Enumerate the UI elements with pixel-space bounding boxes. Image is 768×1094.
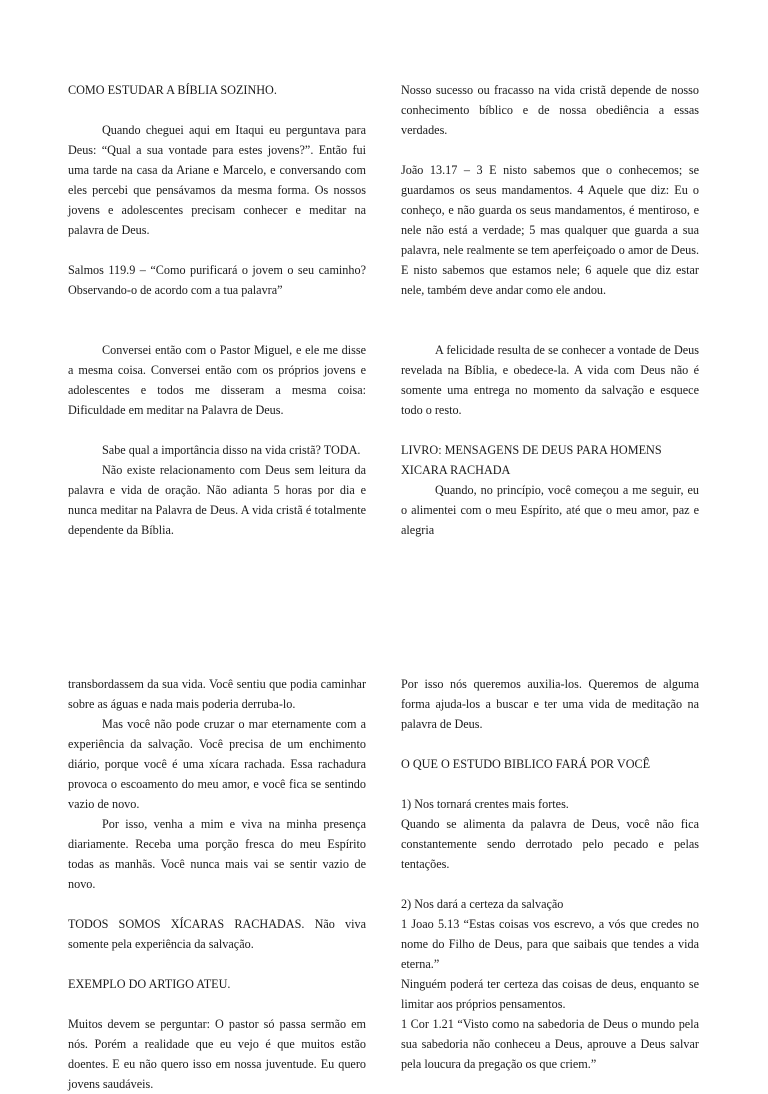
paragraph: Quando cheguei aqui em Itaqui eu perguntava para Deus: “Qual a sua vontade para estes jovens?”. Então fui uma tarde na casa da Ariane e Marcelo, e conversando com eles percebi que pensávamos da mesma forma. Os nossos jovens e adolescentes precisam conhecer e meditar na palavra de Deus. (68, 123, 366, 237)
paragraph: João 13.17 – 3 E nisto sabemos que o conhecemos; se guardamos os seus mandamentos. 4 Aquele que diz: Eu o conheço, e não guarda os seus mandamentos, é mentiroso, e nele não está a verdade; 5 mas qualquer que guarda a sua palavra, nele realmente se tem aperfeiçoado o amor de Deus. E nisto sabemos que estamos nele; 6 aquele que diz estar nele, também deve andar como ele andou. (401, 163, 699, 297)
paragraph: Salmos 119.9 – “Como purificará o jovem o seu caminho? Observando-o de acordo com a tua palavra” (68, 263, 366, 297)
paragraph: A felicidade resulta de se conhecer a vontade de Deus revelada na Bíblia, e obedece-la. A vida com Deus não é somente uma entrega no momento da salvação e esquece todo o resto. (401, 343, 699, 417)
paragraph: O QUE O ESTUDO BIBLICO FARÁ POR VOCÊ (401, 757, 651, 771)
paragraph: LIVRO: MENSAGENS DE DEUS PARA HOMENS (401, 443, 662, 457)
paragraph: EXEMPLO DO ARTIGO ATEU. (68, 977, 231, 991)
paragraph: Muitos devem se perguntar: O pastor só passa sermão em nós. Porém a realidade que eu vejo é que muitos estão doentes. E eu não quero isso em nossa juventude. Eu quero jovens saudáveis. (68, 1017, 366, 1091)
paragraph: 2) Nos dará a certeza da salvação (401, 897, 564, 911)
paragraph: Sabe qual a importância disso na vida cristã? TODA. (102, 443, 361, 457)
paragraph: XICARA RACHADA (401, 463, 511, 477)
paragraph: TODOS SOMOS XÍCARAS RACHADAS. Não viva somente pela experiência da salvação. (68, 917, 366, 951)
paragraph: Quando, no princípio, você começou a me seguir, eu o alimentei com o meu Espírito, até que o meu amor, paz e alegria (401, 483, 699, 537)
paragraph: Não existe relacionamento com Deus sem leitura da palavra e vida de oração. Não adianta 5 horas por dia e nunca meditar na Palavra de Deus. A vida cristã é totalmente dependente da Bíblia. (68, 463, 366, 537)
paragraph: Por isso nós queremos auxilia-los. Queremos de alguma forma ajuda-los a buscar e ter uma vida de meditação na palavra de Deus. (401, 677, 699, 731)
paragraph: 1) Nos tornará crentes mais fortes. (401, 797, 569, 811)
paragraph: Quando se alimenta da palavra de Deus, você não fica constantemente sendo derrotado pelo pecado e pelas tentações. (401, 817, 699, 871)
paragraph: 1 Joao 5.13 “Estas coisas vos escrevo, a vós que credes no nome do Filho de Deus, para que saibais que tendes a vida eterna.” (401, 917, 699, 971)
paragraph: COMO ESTUDAR A BÍBLIA SOZINHO. (68, 83, 277, 97)
paragraph: Ninguém poderá ter certeza das coisas de deus, enquanto se limitar aos próprios pensamentos. (401, 977, 699, 1011)
paragraph: Conversei então com o Pastor Miguel, e ele me disse a mesma coisa. Conversei então com os próprios jovens e adolescentes e todos me disseram a mesma coisa: Dificuldade em meditar na Palavra de Deus. (68, 343, 366, 417)
page1-left-column (68, 80, 366, 540)
page2-right-column (401, 674, 699, 1074)
paragraph: Nosso sucesso ou fracasso na vida cristã depende de nosso conhecimento bíblico e de nossa obediência a essas verdades. (401, 83, 699, 137)
paragraph: 1 Cor 1.21 “Visto como na sabedoria de Deus o mundo pela sua sabedoria não conheceu a Deus, aprouve a Deus salvar pela loucura da pregação os que criem.” (401, 1017, 699, 1071)
paragraph: Por isso, venha a mim e viva na minha presença diariamente. Receba uma porção fresca do meu Espírito todas as manhãs. Você nunca mais vai se sentir vazio de novo. (68, 817, 366, 891)
page2-left-column (68, 674, 366, 1094)
paragraph: Mas você não pode cruzar o mar eternamente com a experiência da salvação. Você precisa de um enchimento diário, porque você é uma xícara rachada. Essa rachadura provoca o escoamento do meu amor, e você fica se sentindo vazio de novo. (68, 717, 366, 811)
paragraph: transbordassem da sua vida. Você sentiu que podia caminhar sobre as águas e nada mais poderia derruba-lo. (68, 677, 366, 711)
page1-right-column (401, 80, 699, 540)
